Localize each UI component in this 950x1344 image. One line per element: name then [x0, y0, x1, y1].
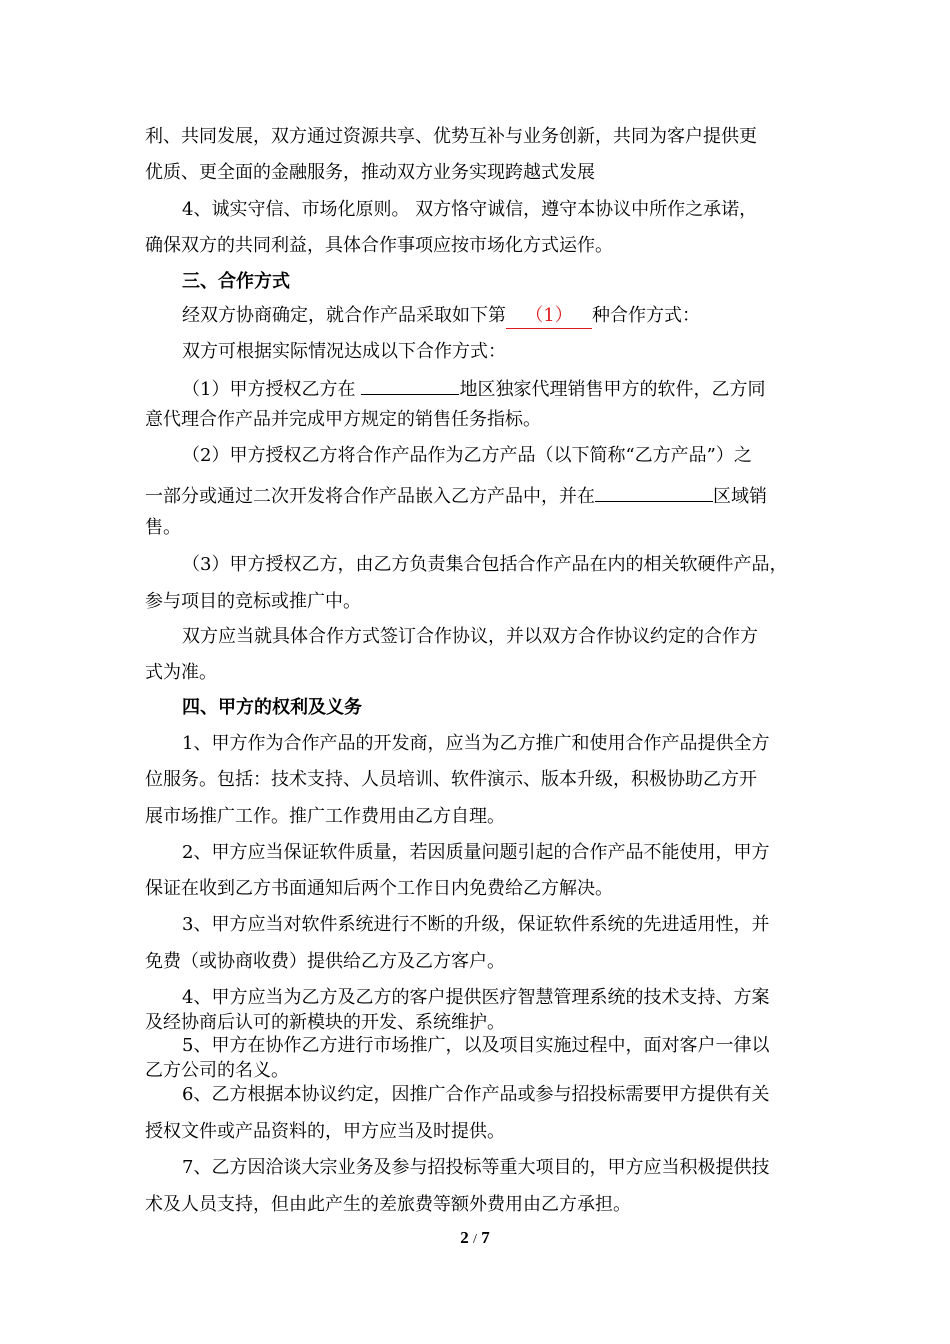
paragraph-line: 免费（或协商收费）提供给乙方及乙方客户。 [145, 951, 505, 972]
blank-underline [361, 374, 459, 395]
paragraph-line: 参与项目的竞标或推广中。 [145, 591, 361, 612]
section-heading-4: 四、甲方的权利及义务 [182, 697, 362, 718]
paragraph-line: 授权文件或产品资料的，甲方应当及时提供。 [145, 1121, 505, 1142]
page-total: 7 [481, 1228, 490, 1247]
text-segment: 一部分或通过二次开发将合作产品嵌入乙方产品中，并在 [145, 486, 595, 507]
text-segment: （1）甲方授权乙方在 [182, 379, 356, 400]
paragraph-line: 1、甲方作为合作产品的开发商，应当为乙方推广和使用合作产品提供全方 [182, 733, 770, 754]
text-segment: 地区独家代理销售甲方的软件，乙方同 [459, 379, 766, 400]
paragraph-line: 优质、更全面的金融服务，推动双方业务实现跨越式发展 [145, 162, 595, 183]
paragraph-line: 3、甲方应当对软件系统进行不断的升级，保证软件系统的先进适用性，并 [182, 914, 770, 935]
paragraph-line: （3）甲方授权乙方，由乙方负责集合包括合作产品在内的相关软硬件产品， [182, 554, 788, 575]
paragraph-line: 售。 [145, 517, 181, 538]
paragraph-line: 7、乙方因洽谈大宗业务及参与招投标等重大项目的，甲方应当积极提供技 [182, 1157, 770, 1178]
text-segment: 经双方协商确定，就合作产品采取如下第 [182, 305, 506, 326]
paragraph-line: 意代理合作产品并完成甲方规定的销售任务指标。 [145, 409, 541, 430]
paragraph-line: （2）甲方授权乙方将合作产品作为乙方产品（以下简称“乙方产品”）之 [182, 445, 752, 466]
paragraph-line: 位服务。包括：技术支持、人员培训、软件演示、版本升级，积极协助乙方开 [145, 769, 757, 790]
paragraph-line: 利、共同发展，双方通过资源共享、优势互补与业务创新，共同为客户提供更 [145, 126, 757, 147]
paragraph-line: 确保双方的共同利益，具体合作事项应按市场化方式运作。 [145, 235, 613, 256]
blank-underline [595, 481, 713, 502]
paragraph-line: 展市场推广工作。推广工作费用由乙方自理。 [145, 806, 505, 827]
paragraph-line: 乙方公司的名义。 [145, 1060, 289, 1081]
text-segment: 种合作方式： [592, 305, 700, 326]
paragraph-line [182, 304, 700, 328]
paragraph-line: 双方应当就具体合作方式签订合作协议，并以双方合作协议约定的合作方 [182, 626, 758, 647]
paragraph-line: 4、诚实守信、市场化原则。 双方恪守诚信，遵守本协议中所作之承诺， [182, 199, 758, 220]
paragraph-line: 5、甲方在协作乙方进行市场推广，以及项目实施过程中，面对客户一律以 [182, 1035, 770, 1056]
paragraph-line: 6、乙方根据本协议约定，因推广合作产品或参与招投标需要甲方提供有关 [182, 1084, 770, 1105]
text-segment: 区域销 [713, 486, 767, 507]
section-heading-3: 三、合作方式 [182, 271, 290, 292]
paragraph-line: 保证在收到乙方书面通知后两个工作日内免费给乙方解决。 [145, 878, 613, 899]
page-separator: / [473, 1232, 477, 1247]
page-current: 2 [460, 1228, 469, 1247]
paragraph-line: 2、甲方应当保证软件质量，若因质量问题引起的合作产品不能使用，甲方 [182, 842, 770, 863]
paragraph-line: 术及人员支持，但由此产生的差旅费等额外费用由乙方承担。 [145, 1194, 631, 1215]
paragraph-line: 4、甲方应当为乙方及乙方的客户提供医疗智慧管理系统的技术支持、方案 [182, 987, 770, 1008]
paragraph-line: 双方可根据实际情况达成以下合作方式： [182, 341, 506, 362]
paragraph-line [145, 481, 767, 505]
paragraph-line [182, 374, 765, 398]
paragraph-line: 及经协商后认可的新模块的开发、系统维护。 [145, 1012, 505, 1033]
filled-blank: （1） [506, 304, 592, 329]
paragraph-line: 式为准。 [145, 662, 217, 683]
page-number [0, 1228, 950, 1248]
